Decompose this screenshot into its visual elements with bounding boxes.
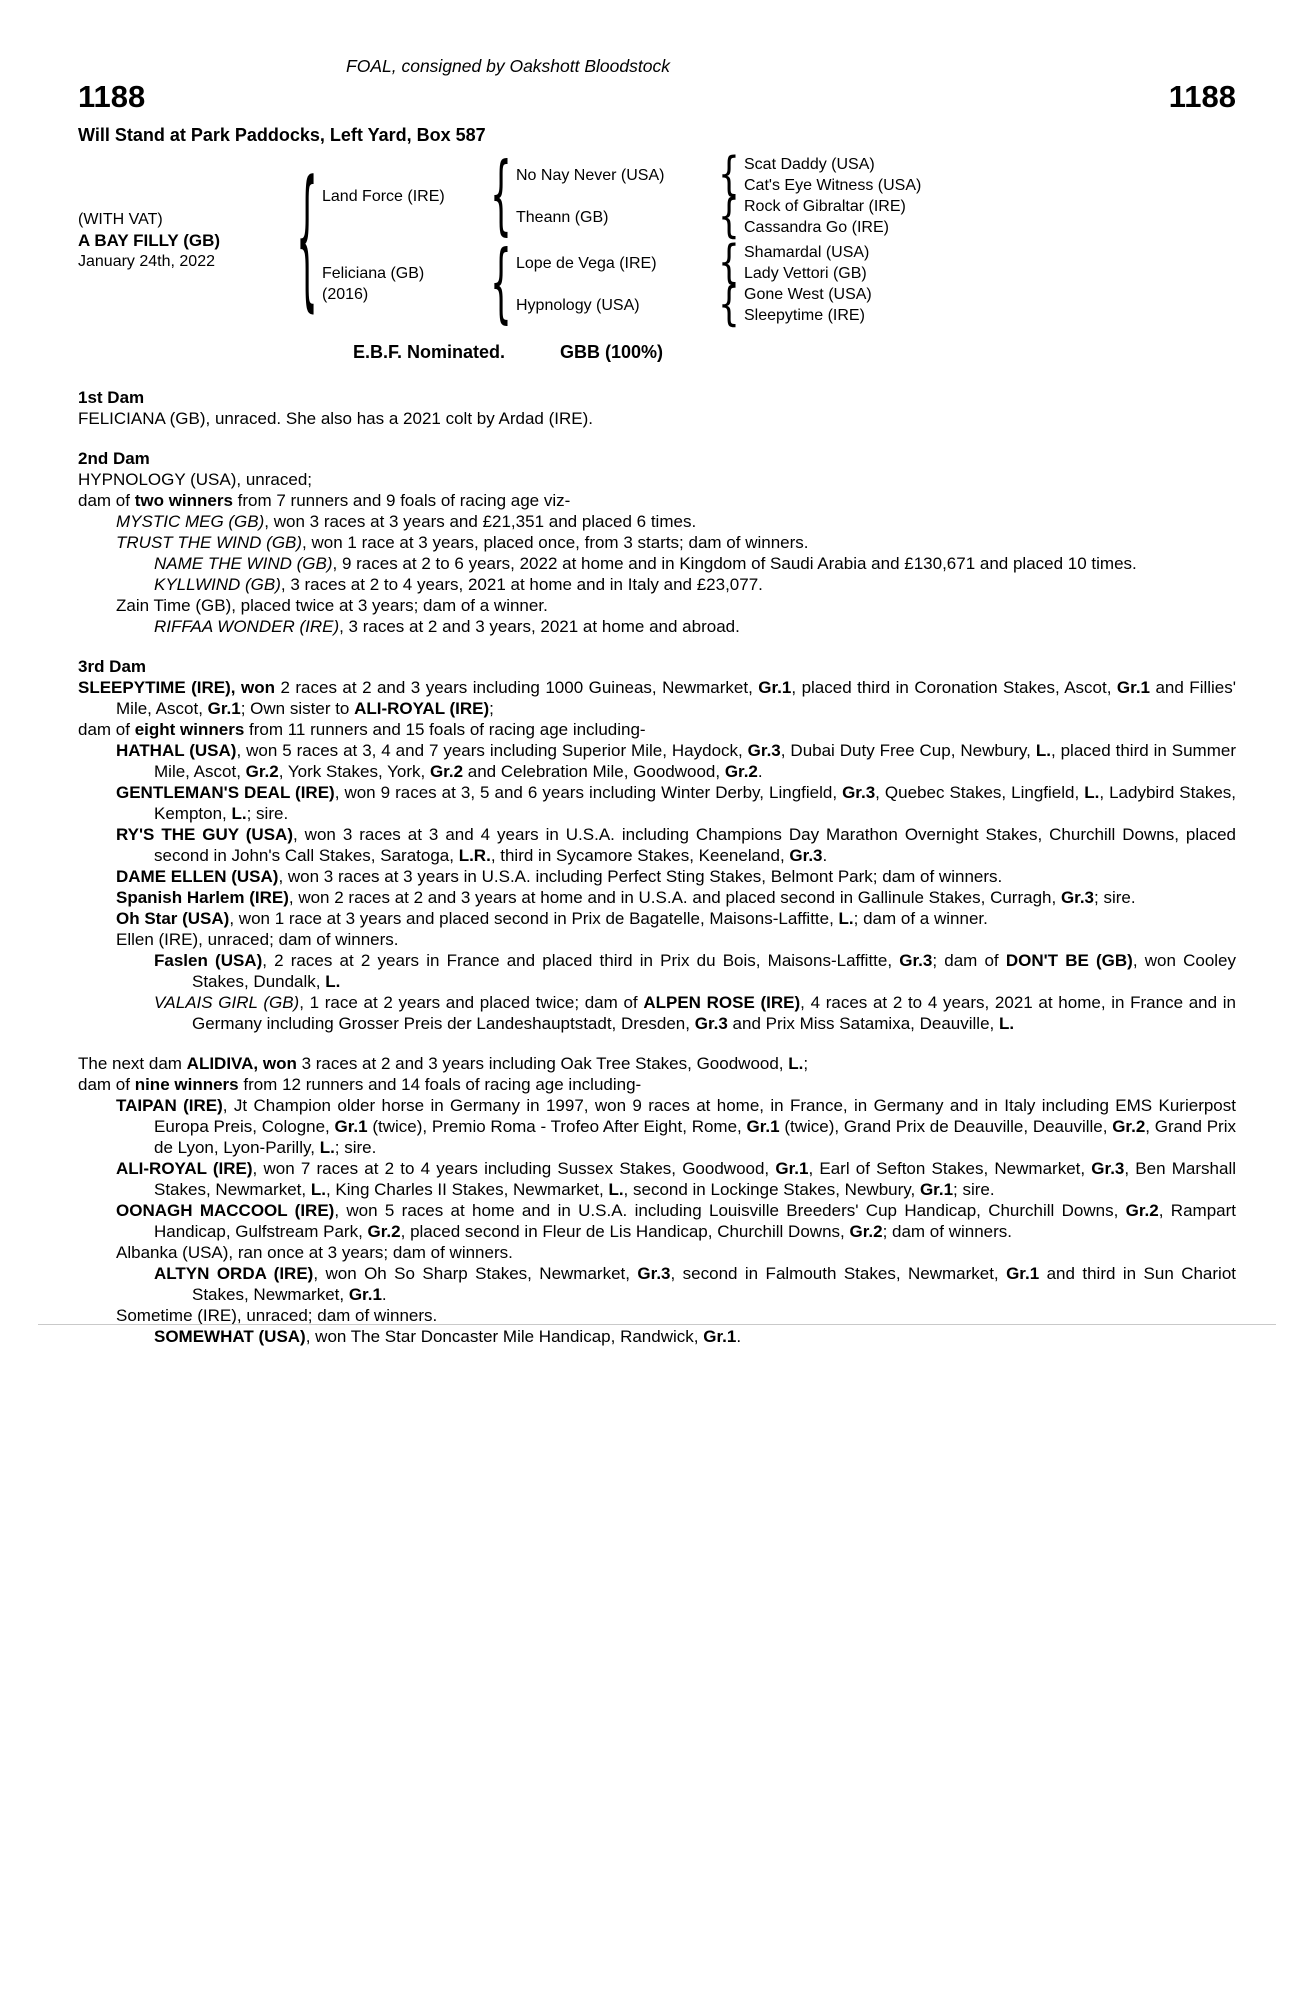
dam-year: (2016) bbox=[322, 286, 369, 303]
brace-dam-sire-parents bbox=[714, 246, 744, 280]
catalogue-paragraph: Faslen (USA), 2 races at 2 years in France and placed third in Prix du Bois, Maisons-Laffitte, Gr.3; dam of DON'T BE (GB), won Cooley Stakes, Dundalk, L. bbox=[154, 951, 1237, 991]
catalogue-paragraph: Oh Star (USA), won 1 race at 3 years and placed second in Prix de Bagatelle, Maisons-Laffitte, L.; dam of a winner. bbox=[116, 909, 988, 928]
brace-dam-dam-parents bbox=[714, 288, 744, 322]
catalogue-paragraph: dam of eight winners from 11 runners and 15 foals of racing age including- bbox=[78, 720, 646, 739]
section-2nd-dam bbox=[78, 448, 1236, 637]
section-heading: 2nd Dam bbox=[78, 449, 150, 468]
catalogue-paragraph: Ellen (IRE), unraced; dam of winners. bbox=[116, 930, 399, 949]
gbb-status-label: GBB (100%) bbox=[559, 342, 664, 362]
dam-branch bbox=[322, 242, 982, 326]
dam-dam-name: Hypnology (USA) bbox=[516, 296, 640, 314]
section-body bbox=[78, 677, 1236, 1034]
ebf-nominated-label: E.B.F. Nominated. bbox=[352, 342, 505, 362]
catalogue-paragraph: DAME ELLEN (USA), won 3 races at 3 years in U.S.A. including Perfect Sting Stakes, Belmont Park; dam of winners. bbox=[116, 867, 1003, 886]
brace-sire-dam-parents bbox=[714, 200, 744, 234]
catalogue-paragraph: TAIPAN (IRE), Jt Champion older horse in Germany in 1997, won 9 races at home, in France, in Germany and in Italy including EMS Kurierpost Europa Preis, Cologne, Gr.1 (twice), Premio Roma - Trofeo After Eight, Rome, Gr.1 (twice), Grand Prix de Deauville, Deauville, Gr.2, Grand Prix de Lyon, Lyon-Parilly, L.; sire. bbox=[116, 1096, 1237, 1157]
great-granddam-name: Lady Vettori (GB) bbox=[744, 265, 867, 282]
great-granddam-name: Cat's Eye Witness (USA) bbox=[744, 177, 922, 194]
brace-parents bbox=[292, 223, 322, 257]
vat-note: (WITH VAT) bbox=[78, 210, 163, 228]
brace-dam-parents bbox=[486, 267, 516, 301]
catalogue-paragraph: NAME THE WIND (GB), 9 races at 2 to 6 years, 2022 at home and in Kingdom of Saudi Arabia and £130,671 and placed 10 times. bbox=[154, 554, 1137, 573]
great-granddam-name: Cassandra Go (IRE) bbox=[744, 219, 889, 236]
section-heading: 3rd Dam bbox=[78, 657, 147, 676]
subject-foaling-date: January 24th, 2022 bbox=[78, 252, 215, 270]
sire-sire-name: No Nay Never (USA) bbox=[516, 166, 665, 184]
section-body bbox=[78, 469, 1236, 637]
catalogue-paragraph: dam of two winners from 7 runners and 9 foals of racing age viz- bbox=[78, 491, 571, 510]
brace-sire-sire-parents bbox=[714, 158, 744, 192]
section-1st-dam bbox=[78, 387, 1236, 429]
catalogue-paragraph: SLEEPYTIME (IRE), won 2 races at 2 and 3 years including 1000 Guineas, Newmarket, Gr.1, placed third in Coronation Stakes, Ascot, Gr.1 and Fillies' Mile, Ascot, Gr.1; Own sister to ALI-ROYAL (IRE); bbox=[78, 678, 1237, 718]
section-3rd-dam bbox=[78, 656, 1236, 1034]
brace-sire-parents bbox=[486, 179, 516, 213]
catalogue-paragraph: OONAGH MACCOOL (IRE), won 5 races at home and in U.S.A. including Louisville Breeders' Cup Handicap, Churchill Downs, Gr.2, Rampart Handicap, Gulfstream Park, Gr.2, placed second in Fleur de Lis Handicap, Churchill Downs, Gr.2; dam of winners. bbox=[116, 1201, 1236, 1241]
catalogue-paragraph: The next dam ALIDIVA, won 3 races at 2 and 3 years including Oak Tree Stakes, Goodwood, L.; bbox=[78, 1054, 809, 1073]
catalogue-paragraph: FELICIANA (GB), unraced. She also has a 2021 colt by Ardad (IRE). bbox=[78, 409, 593, 428]
sire-branch bbox=[322, 154, 982, 238]
stand-location-line: Will Stand at Park Paddocks, Left Yard, Box 587 bbox=[78, 125, 486, 145]
catalogue-paragraph: Albanka (USA), ran once at 3 years; dam of winners. bbox=[116, 1243, 513, 1262]
catalogue-paragraph: ALI-ROYAL (IRE), won 7 races at 2 to 4 years including Sussex Stakes, Goodwood, Gr.1, Earl of Sefton Stakes, Newmarket, Gr.3, Ben Marshall Stakes, Newmarket, L., King Charles II Stakes, Newmarket, L., second in Lockinge Stakes, Newbury, Gr.1; sire. bbox=[116, 1159, 1236, 1199]
catalogue-paragraph: RIFFAA WONDER (IRE), 3 races at 2 and 3 years, 2021 at home and abroad. bbox=[154, 617, 740, 636]
section-body bbox=[78, 408, 1236, 429]
catalogue-paragraph: VALAIS GIRL (GB), 1 race at 2 years and placed twice; dam of ALPEN ROSE (IRE), 4 races at 2 to 4 years, 2021 at home, in France and in Germany including Grosser Preis der Landeshauptstadt, Dresden, Gr.3 and Prix Miss Satamixa, Deauville, L. bbox=[154, 993, 1237, 1033]
page-bottom-rule bbox=[38, 1324, 1276, 1325]
section-heading: 1st Dam bbox=[78, 388, 145, 407]
pedigree-text bbox=[78, 387, 1236, 1347]
consignor-line: FOAL, consigned by Oakshott Bloodstock bbox=[346, 56, 670, 76]
catalogue-paragraph: HATHAL (USA), won 5 races at 3, 4 and 7 years including Superior Mile, Haydock, Gr.3, Dubai Duty Free Cup, Newbury, L., placed third in Summer Mile, Ascot, Gr.2, York Stakes, York, Gr.2 and Celebration Mile, Goodwood, Gr.2. bbox=[116, 741, 1236, 781]
great-granddam-name: Sleepytime (IRE) bbox=[744, 307, 865, 324]
dam-dam-branch bbox=[516, 284, 982, 326]
lot-number-row bbox=[78, 79, 1236, 115]
lot-number-left: 1188 bbox=[78, 79, 146, 114]
catalogue-paragraph: Zain Time (GB), placed twice at 3 years; dam of a winner. bbox=[116, 596, 548, 615]
catalogue-paragraph: GENTLEMAN'S DEAL (IRE), won 9 races at 3, 5 and 6 years including Winter Derby, Lingfield, Gr.3, Quebec Stakes, Lingfield, L., Ladybird Stakes, Kempton, L.; sire. bbox=[116, 783, 1236, 823]
lot-number-right: 1188 bbox=[1168, 79, 1236, 114]
great-grandsire-name: Rock of Gibraltar (IRE) bbox=[744, 198, 906, 215]
catalogue-paragraph: SOMEWHAT (USA), won The Star Doncaster Mile Handicap, Randwick, Gr.1. bbox=[154, 1327, 742, 1346]
subject-name: A BAY FILLY (GB) bbox=[78, 230, 221, 250]
great-grandsire-name: Scat Daddy (USA) bbox=[744, 156, 875, 173]
sire-sire-branch bbox=[516, 154, 982, 196]
dam-name: Feliciana (GB) bbox=[322, 265, 425, 282]
catalogue-paragraph: ALTYN ORDA (IRE), won Oh So Sharp Stakes, Newmarket, Gr.3, second in Falmouth Stakes, Newmarket, Gr.1 and third in Sun Chariot Stakes, Newmarket, Gr.1. bbox=[154, 1264, 1236, 1304]
pedigree-table bbox=[78, 154, 1236, 326]
pedigree-subject bbox=[78, 209, 292, 272]
sire-dam-branch bbox=[516, 196, 982, 238]
great-grandsire-name: Gone West (USA) bbox=[744, 286, 872, 303]
great-grandsire-name: Shamardal (USA) bbox=[744, 244, 870, 261]
dam-sire-branch bbox=[516, 242, 982, 284]
catalogue-paragraph: Spanish Harlem (IRE), won 2 races at 2 and 3 years at home and in U.S.A. and placed second in Gallinule Stakes, Curragh, Gr.3; sire. bbox=[116, 888, 1136, 907]
catalogue-paragraph: dam of nine winners from 12 runners and 14 foals of racing age including- bbox=[78, 1075, 642, 1094]
section-body bbox=[78, 1053, 1236, 1347]
dam-sire-name: Lope de Vega (IRE) bbox=[516, 254, 657, 272]
sire-dam-name: Theann (GB) bbox=[516, 208, 609, 226]
catalogue-paragraph: RY'S THE GUY (USA), won 3 races at 3 and 4 years in U.S.A. including Champions Day Marathon Overnight Stakes, Churchill Downs, placed second in John's Call Stakes, Saratoga, L.R., third in Sycamore Stakes, Keeneland, Gr.3. bbox=[116, 825, 1236, 865]
catalogue-paragraph: TRUST THE WIND (GB), won 1 race at 3 years, placed once, from 3 starts; dam of winners. bbox=[116, 533, 809, 552]
section-next-dam bbox=[78, 1053, 1236, 1347]
catalogue-paragraph: KYLLWIND (GB), 3 races at 2 to 4 years, 2021 at home and in Italy and £23,077. bbox=[154, 575, 763, 594]
sire-name: Land Force (IRE) bbox=[322, 187, 445, 205]
catalogue-paragraph: MYSTIC MEG (GB), won 3 races at 3 years and £21,351 and placed 6 times. bbox=[116, 512, 697, 531]
catalogue-paragraph: HYPNOLOGY (USA), unraced; bbox=[78, 470, 312, 489]
nomination-line bbox=[78, 342, 938, 363]
catalogue-paragraph: Sometime (IRE), unraced; dam of winners. bbox=[116, 1306, 438, 1325]
